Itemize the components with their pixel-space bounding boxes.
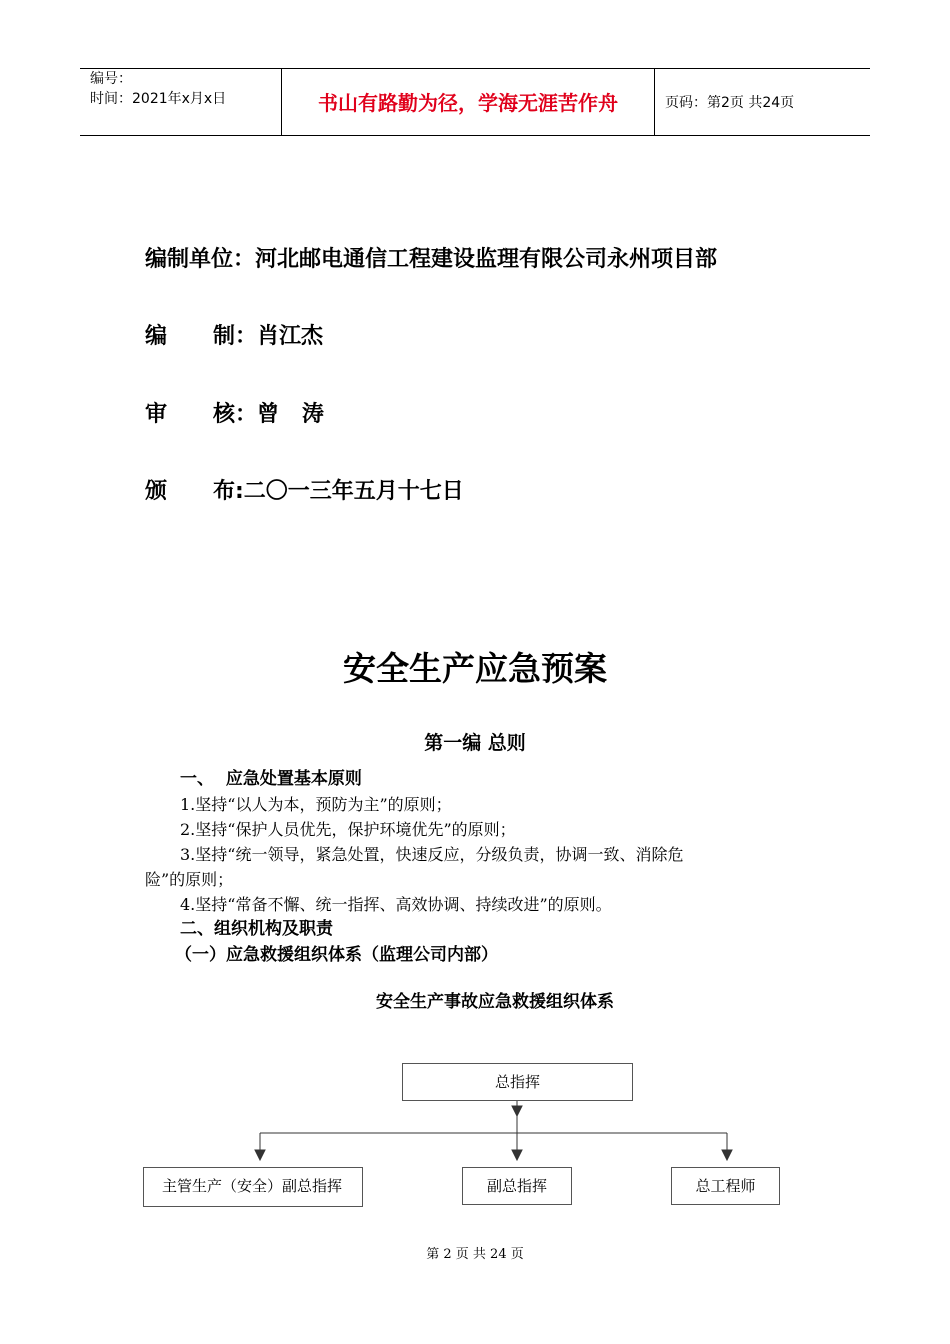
publish-date: 颁 布:二〇一三年五月十七日: [145, 479, 464, 504]
subsection-heading: （一）应急救援组织体系（监理公司内部）: [175, 945, 498, 965]
principle-item: 1.坚持“以人为本，预防为主”的原则；: [180, 795, 452, 814]
arrow-head: [512, 1150, 522, 1160]
org-node-child: [143, 1167, 363, 1207]
reviewer: 审 核：曾 涛: [145, 402, 324, 427]
document-title: 安全生产应急预案: [343, 649, 607, 688]
arrow-head: [255, 1150, 265, 1160]
header-page-info: 页码：第2页 共24页: [665, 95, 795, 111]
arrow-head: [722, 1150, 732, 1160]
page-footer: 第 2 页 共 24 页: [426, 1247, 524, 1262]
document-time-label: 时间：2021年x月x日: [90, 91, 227, 107]
chapter-heading: 第一编 总则: [424, 732, 526, 754]
document-number-label: 编号：: [90, 71, 132, 87]
org-chart-title: 安全生产事故应急救援组织体系: [376, 992, 614, 1012]
section-heading: 一、 应急处置基本原则: [180, 769, 362, 789]
arrow-head: [512, 1106, 522, 1116]
org-node-label: 总工程师: [695, 1177, 756, 1195]
org-node-label: 副总指挥: [486, 1177, 547, 1195]
org-node-label: 主管生产（安全）副总指挥: [162, 1177, 343, 1195]
section-heading: 二、组织机构及职责: [180, 919, 333, 939]
principle-item-continuation: 险”的原则；: [145, 870, 234, 889]
org-node-child: [671, 1167, 780, 1205]
org-node-root: [402, 1063, 633, 1101]
org-node-child: [462, 1167, 572, 1205]
principle-item: 4.坚持“常备不懈、统一指挥、高效协调、持续改进”的原则。: [180, 895, 612, 914]
principle-item: 2.坚持“保护人员优先，保护环境优先”的原则；: [180, 820, 516, 839]
header-motto: 书山有路勤为径，学海无涯苦作舟: [318, 91, 618, 115]
compiler: 编 制：肖江杰: [145, 324, 323, 349]
org-node-label: 总指挥: [494, 1073, 540, 1091]
principle-item: 3.坚持“统一领导，紧急处置，快速反应，分级负责，协调一致、消除危: [180, 845, 684, 864]
compiling-unit: 编制单位：河北邮电通信工程建设监理有限公司永州项目部: [145, 247, 718, 272]
